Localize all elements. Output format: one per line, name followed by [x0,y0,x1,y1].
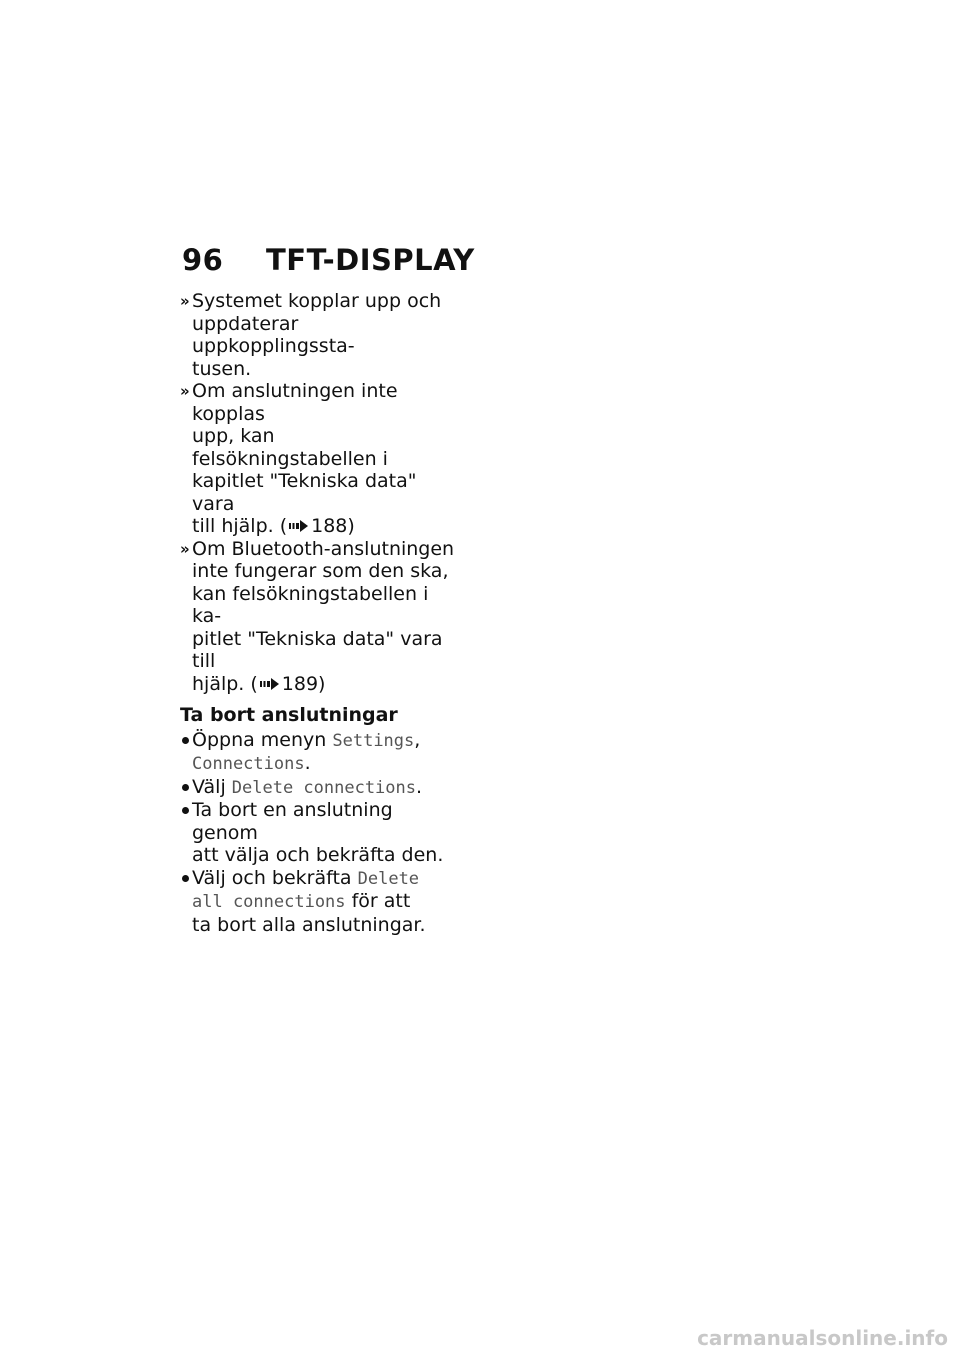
step-line [192,752,455,776]
menu-item-delete-connections: Delete connections [231,777,416,798]
result-marker-icon: » [180,292,190,310]
bullet-dot-icon [182,784,189,791]
result-line-with-reference [192,515,455,538]
step-text: , [414,728,421,751]
step-text: . [416,775,423,798]
reference-page[interactable]: 188) [311,515,355,537]
bullet-dot-icon [182,875,189,882]
result-line: Systemet kopplar upp och [192,290,442,312]
result-line-with-reference [192,673,455,696]
step-text: . [304,752,311,774]
result-line: kapitlet "Tekniska data" vara [192,470,417,515]
subheading: Ta bort anslutningar [180,704,398,726]
result-line: Om Bluetooth-anslutningen [192,537,455,560]
page-content [180,290,455,936]
result-item [180,290,455,380]
bullet-dot-icon [182,737,189,744]
menu-item-delete-all: Delete [357,868,420,889]
reference-prefix: till hjälp. ( [192,515,288,537]
result-marker-icon: » [180,539,190,558]
menu-item-connections: Connections [192,754,305,774]
page-number: 96 [182,243,224,277]
page-header [182,238,475,282]
step-line: ta bort alla anslutningar. [192,913,426,936]
step-line [192,776,455,800]
section-title: TFT-DISPLAY [266,243,475,277]
menu-item-all-connections: all connections [192,892,346,912]
bullet-dot-icon [182,807,189,814]
step-line [192,890,455,914]
result-line: pitlet "Tekniska data" vara till [192,627,443,672]
step-item [180,799,455,867]
menu-item-settings: Settings [332,730,415,751]
result-line: tusen. [192,357,252,380]
result-line: inte fungerar som den ska, [192,560,449,582]
result-line: Om anslutningen inte kopplas [192,380,398,425]
step-line: att välja och bekräfta den. [192,844,444,866]
step-line [192,729,455,753]
step-item [180,729,455,776]
step-line: Ta bort en anslutning genom [192,799,393,844]
reference-prefix: hjälp. ( [192,672,258,695]
step-text: Välj [192,775,232,798]
step-text: Välj och bekräfta [192,866,358,889]
result-line: uppdaterar uppkopplingssta- [192,312,355,357]
page-reference-arrow-icon [260,677,280,691]
step-text: för att [345,890,411,912]
result-line: upp, kan felsökningstabellen i [192,425,388,470]
result-item [180,380,455,538]
watermark: carmanualsonline.info [697,1326,948,1350]
result-line: kan felsökningstabellen i ka- [192,582,429,627]
step-item [180,776,455,800]
page-reference-arrow-icon [289,519,309,533]
step-item [180,867,455,937]
result-marker-icon: » [180,382,190,400]
result-item [180,538,455,696]
reference-page[interactable]: 189) [281,672,326,695]
step-text: Öppna menyn [192,728,333,751]
step-line [192,867,455,891]
